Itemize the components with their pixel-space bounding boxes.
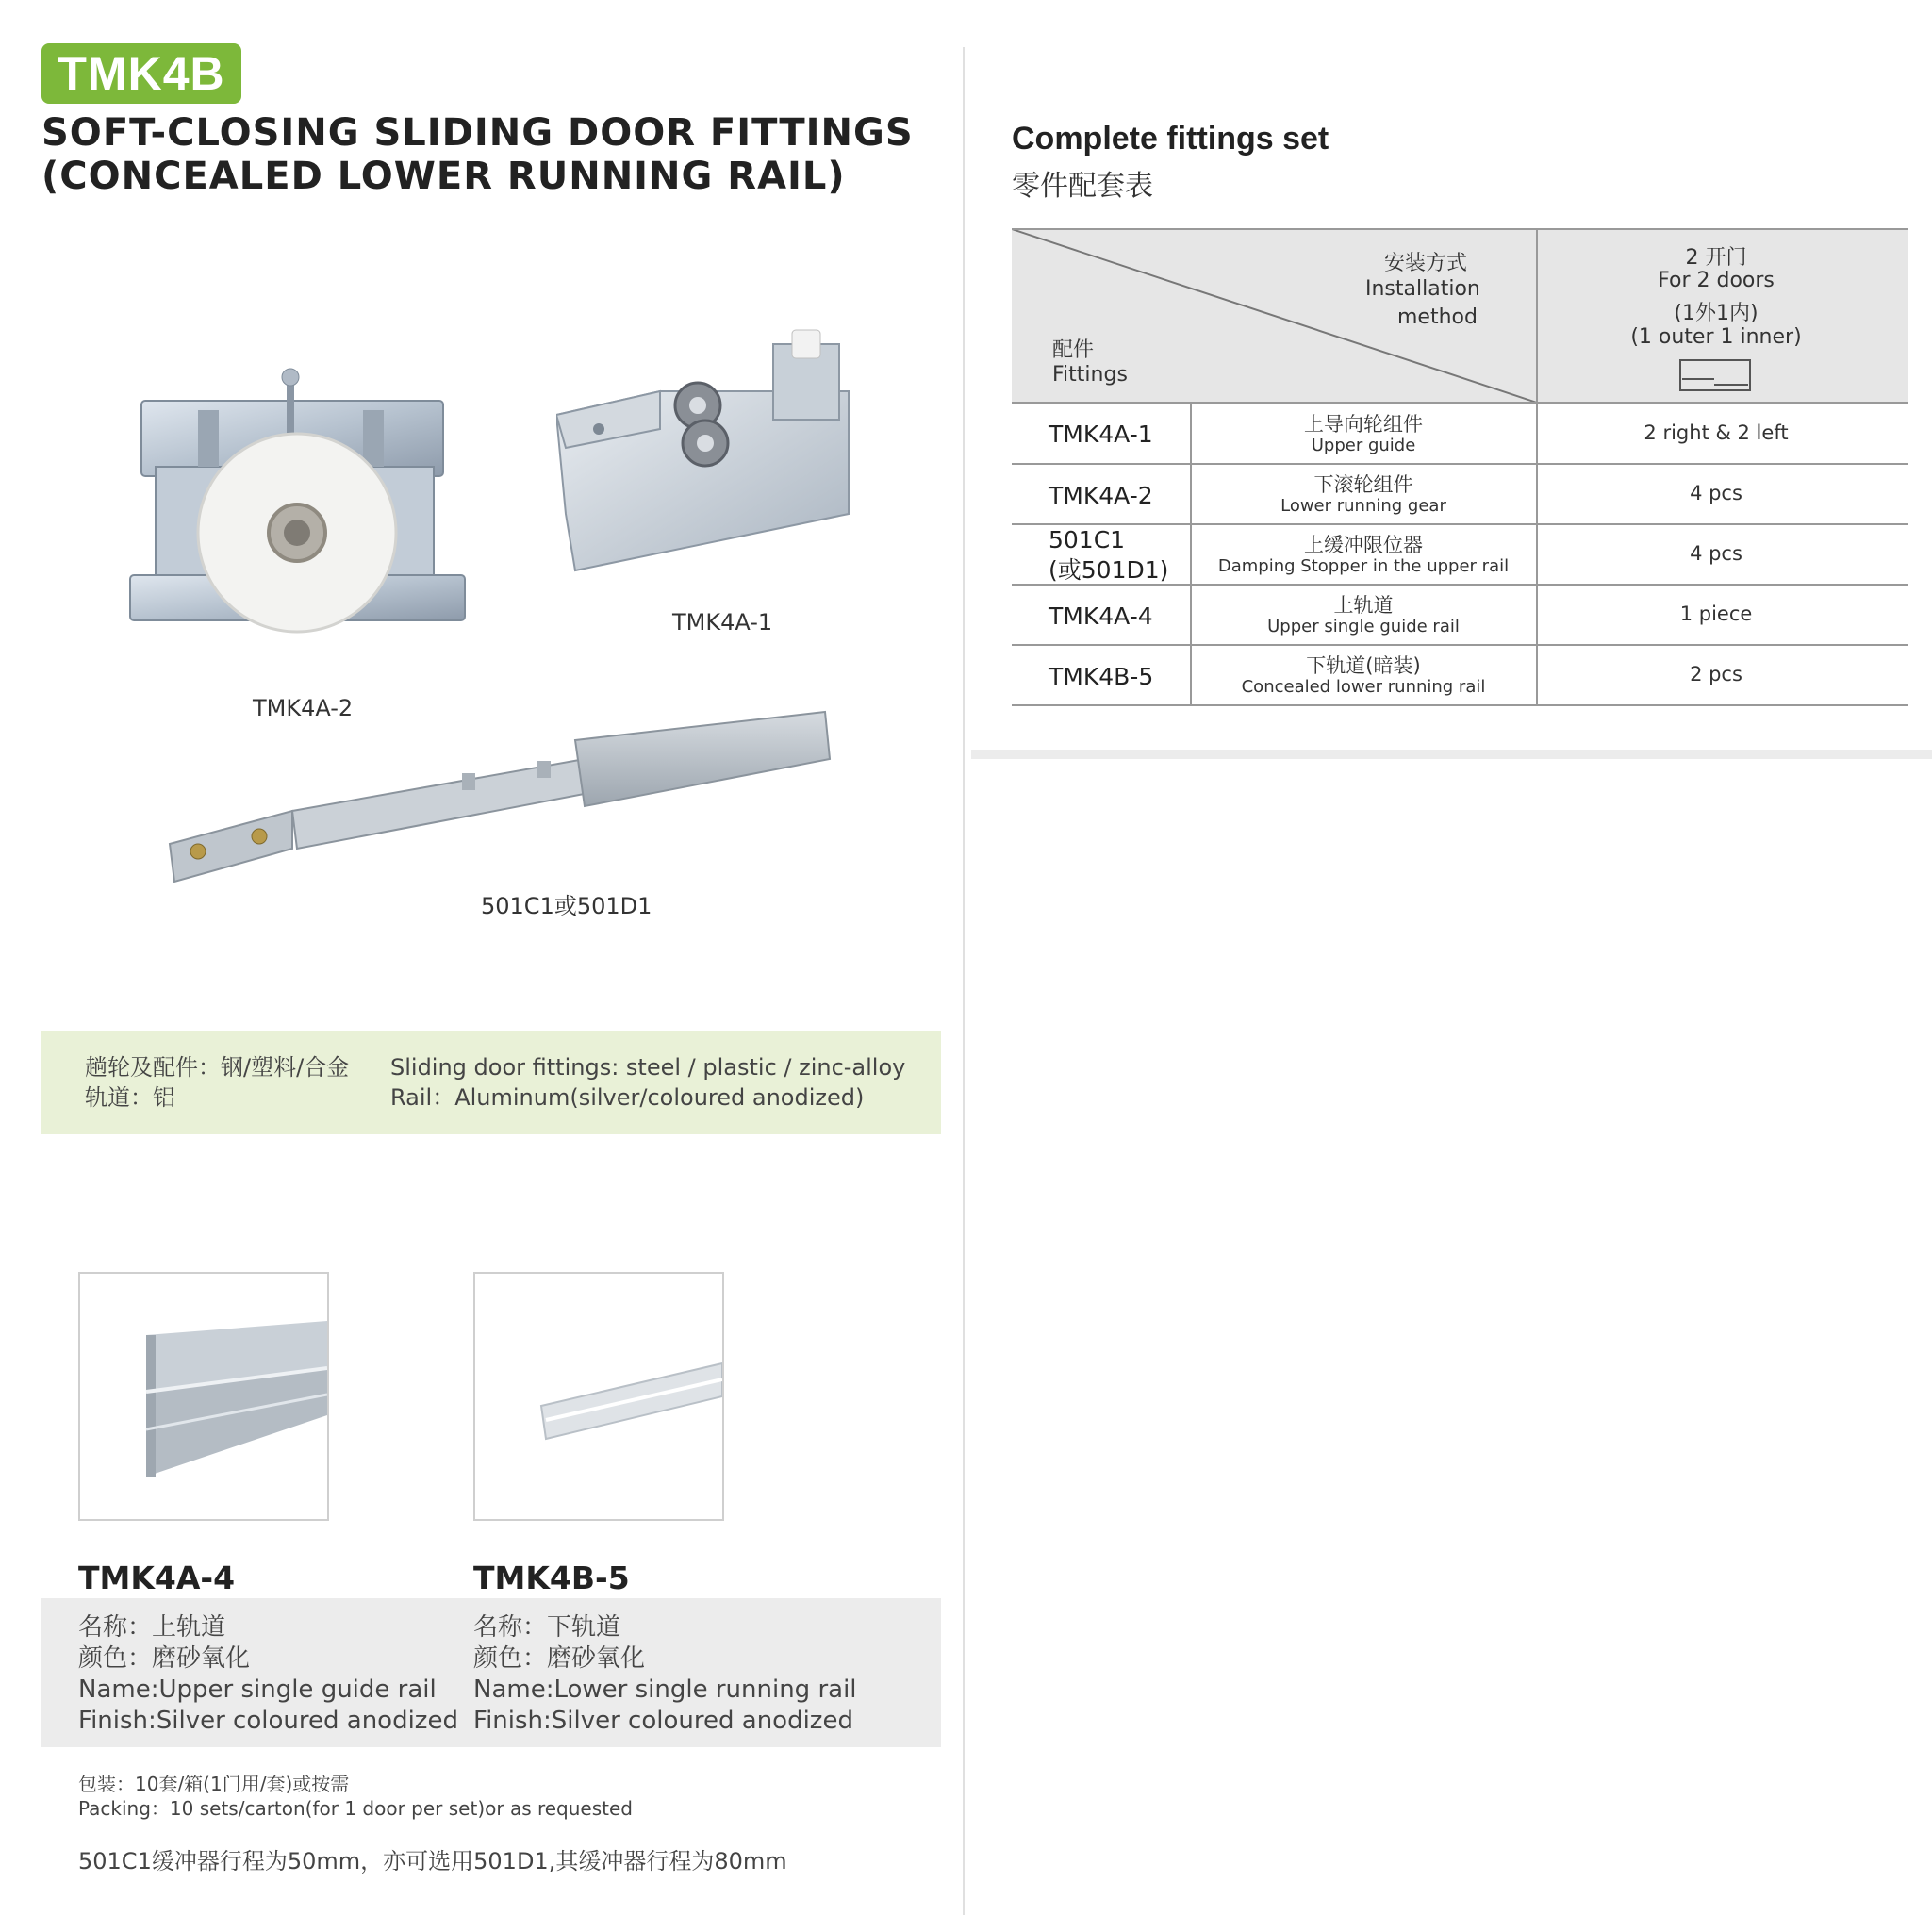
fittings-table-subtitle: 零件配套表 <box>1012 171 1153 202</box>
header-col-cn: 2 开门 <box>1685 246 1747 270</box>
table-row-desc-en: Upper single guide rail <box>1267 617 1460 636</box>
lower-rail-image <box>475 1274 722 1519</box>
header-method-cn: 安装方式 <box>1384 252 1468 275</box>
table-row-desc-cn: 下滚轮组件 <box>1313 473 1413 496</box>
table-row-desc-en: Lower running gear <box>1280 496 1446 516</box>
table-row-desc-en: Damping Stopper in the upper rail <box>1217 556 1510 576</box>
materials-cn-line1: 趟轮及配件：钢/塑料/合金 <box>85 1054 350 1081</box>
upper-rail-color-cn: 颜色：磨砂氧化 <box>78 1644 251 1673</box>
table-row-desc-en: Concealed lower running rail <box>1241 677 1486 697</box>
damping-stopper-label: 501C1或501D1 <box>481 893 652 919</box>
upper-guide-image <box>556 325 858 580</box>
table-row-code: TMK4A-2 <box>1049 482 1153 509</box>
materials-en-line1: Sliding door fittings: steel / plastic / zinc-alloy <box>390 1054 906 1081</box>
table-row-desc-cn: 上缓冲限位器 <box>1304 534 1423 556</box>
upper-rail-finish-en: Finish:Silver coloured anodized <box>78 1707 458 1735</box>
materials-cn-line2: 轨道：铝 <box>85 1084 175 1111</box>
table-row-line <box>1012 644 1908 646</box>
packing-cn: 包装：10套/箱(1门用/套)或按需 <box>78 1773 350 1795</box>
table-row-desc-cn: 上导向轮组件 <box>1304 413 1423 436</box>
lower-rail-name-en: Name:Lower single running rail <box>473 1676 857 1704</box>
table-row-qty: 1 piece <box>1679 603 1753 625</box>
header-col-en2: (1 outer 1 inner) <box>1630 325 1802 349</box>
header-method-en2: method <box>1397 305 1478 329</box>
lower-rail-finish-en: Finish:Silver coloured anodized <box>473 1707 853 1735</box>
product-code-badge: TMK4B <box>41 43 241 104</box>
lower-rail-image-frame <box>473 1272 724 1521</box>
right-section-bottom-bar <box>971 750 1932 759</box>
upper-rail-name-en: Name:Upper single guide rail <box>78 1676 437 1704</box>
table-row-code: TMK4A-1 <box>1049 421 1153 448</box>
table-row-qty: 4 pcs <box>1690 542 1742 565</box>
lower-rail-code: TMK4B-5 <box>473 1560 630 1596</box>
table-row-code: TMK4B-5 <box>1049 663 1154 690</box>
lower-rail-color-cn: 颜色：磨砂氧化 <box>473 1644 646 1673</box>
table-row-line <box>1012 463 1908 465</box>
product-title-line2: (CONCEALED LOWER RUNNING RAIL) <box>41 155 846 198</box>
upper-rail-image-frame <box>78 1272 329 1521</box>
table-row-qty: 4 pcs <box>1690 482 1742 504</box>
lower-rail-name-cn: 名称：下轨道 <box>473 1613 621 1642</box>
table-row-qty: 2 pcs <box>1690 663 1742 685</box>
table-row-code-alt: (或501D1) <box>1049 556 1169 584</box>
header-method-en1: Installation <box>1365 277 1480 301</box>
table-row-qty: 2 right & 2 left <box>1643 421 1789 444</box>
product-title-line1: SOFT-CLOSING SLIDING DOOR FITTINGS <box>41 111 914 155</box>
header-fittings-en: Fittings <box>1052 363 1128 387</box>
door-layout-icon <box>1678 356 1754 394</box>
materials-en-line2: Rail：Aluminum(silver/coloured anodized) <box>390 1084 865 1111</box>
header-col-en: For 2 doors <box>1658 269 1775 292</box>
upper-rail-name-cn: 名称：上轨道 <box>78 1613 226 1642</box>
upper-rail-code: TMK4A-4 <box>78 1560 236 1596</box>
table-row-code: 501C1 <box>1049 526 1126 553</box>
table-top-line <box>1012 228 1908 230</box>
table-row-line <box>1012 523 1908 525</box>
fittings-table-title: Complete fittings set <box>1012 121 1329 157</box>
roller-assembly-image <box>123 368 471 641</box>
column-divider <box>963 47 965 1915</box>
header-col-cn2: (1外1内) <box>1674 302 1759 325</box>
table-bottom-line <box>1012 704 1908 706</box>
table-header-line <box>1012 402 1908 404</box>
table-row-desc-cn: 下轨道(暗装) <box>1306 654 1421 677</box>
roller-label: TMK4A-2 <box>253 695 354 721</box>
upper-rail-image <box>80 1274 327 1519</box>
damper-stroke-note: 501C1缓冲器行程为50mm，亦可选用501D1,其缓冲器行程为80mm <box>78 1848 787 1874</box>
packing-en: Packing：10 sets/carton(for 1 door per set)or as requested <box>78 1797 633 1820</box>
upper-guide-label: TMK4A-1 <box>672 609 773 636</box>
header-fittings-cn: 配件 <box>1052 338 1095 362</box>
table-row-desc-cn: 上轨道 <box>1333 594 1394 617</box>
table-row-code: TMK4A-4 <box>1049 603 1153 630</box>
damping-stopper-image <box>160 702 839 891</box>
table-row-desc-en: Upper guide <box>1311 436 1416 455</box>
